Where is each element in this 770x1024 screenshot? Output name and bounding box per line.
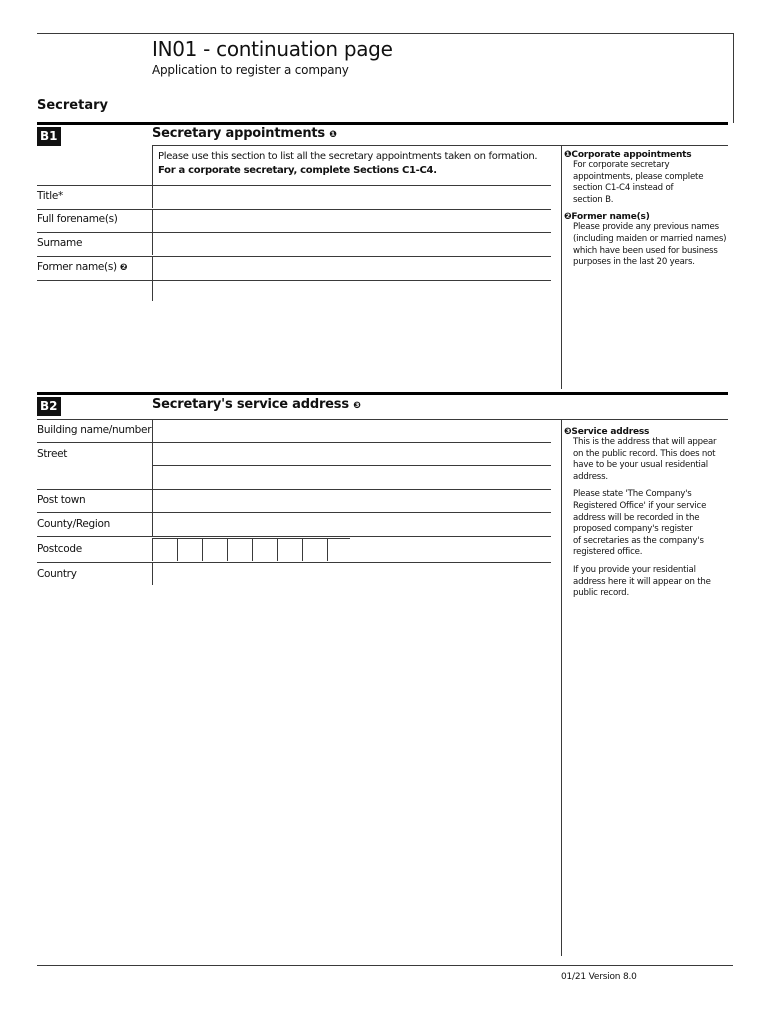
b1-side-divider <box>561 145 562 389</box>
postcode-top-rule <box>152 538 350 539</box>
note-2-line: which have been used for business <box>573 245 718 256</box>
note-3-title: Service address <box>571 427 650 437</box>
b1-section-title <box>152 126 337 141</box>
post-town-input[interactable] <box>152 490 552 512</box>
note-3-line: public record. <box>573 588 629 599</box>
note-1-line: section B. <box>573 194 614 205</box>
street-input-2[interactable] <box>152 466 552 489</box>
note-former-title <box>564 212 732 222</box>
postcode-box-divider <box>227 539 228 561</box>
note-corporate-title <box>564 150 732 160</box>
b1-badge: B1 <box>37 127 61 146</box>
note-1-title: Corporate appointments <box>571 150 692 160</box>
note-2-line: purposes in the last 20 years. <box>573 257 695 268</box>
postcode-label: Postcode <box>37 543 82 555</box>
note-1-line: For corporate secretary <box>573 160 670 170</box>
postcode-box-divider <box>302 539 303 561</box>
note-2-line: Please provide any previous names <box>573 222 719 233</box>
note-3-line: address here it will appear on the <box>573 576 711 587</box>
b1-title-underline <box>152 145 728 146</box>
note-corporate-body <box>564 160 732 206</box>
b2-title-text: Secretary's service address <box>152 397 349 412</box>
note-3-line: proposed company's register <box>573 524 693 535</box>
postcode-box-divider <box>277 539 278 561</box>
note-3-line: of secretaries as the company's <box>573 535 704 546</box>
note-3-line: Registered Office' if your service <box>573 500 707 511</box>
country-top-rule <box>152 562 551 563</box>
form-title: IN01 - continuation page <box>152 37 393 61</box>
postcode-underline <box>37 562 153 563</box>
note-3-line: address will be recorded in the <box>573 512 700 523</box>
b2-section-title <box>152 397 361 412</box>
b2-note-marker: ❸ <box>353 401 361 411</box>
note-3-line: have to be your usual residential <box>573 460 708 471</box>
country-label: Country <box>37 568 77 580</box>
note-service-para2 <box>564 489 732 559</box>
note-1-line: section C1-C4 instead of <box>573 183 674 194</box>
title-input[interactable] <box>152 186 552 208</box>
note-service-para3 <box>564 565 732 600</box>
former-names-marker: ❷ <box>119 263 128 273</box>
note-3-line: This is the address that will appear <box>573 437 717 447</box>
building-input[interactable] <box>152 420 552 442</box>
former-names-input-2[interactable] <box>152 281 552 301</box>
b1-note-marker: ❶ <box>329 130 337 140</box>
post-town-label: Post town <box>37 494 86 506</box>
note-3-line: Please state 'The Company's <box>573 489 692 500</box>
country-input[interactable] <box>152 563 552 585</box>
forenames-label: Full forename(s) <box>37 213 118 225</box>
note-1-marker: ❶ <box>564 150 572 160</box>
footer-rule <box>37 965 733 966</box>
header-right-rule <box>733 33 734 123</box>
note-3-line: If you provide your residential <box>573 564 696 575</box>
surname-label: Surname <box>37 237 83 249</box>
postcode-input[interactable] <box>152 537 352 561</box>
street-label: Street <box>37 448 68 460</box>
postcode-box-divider <box>177 539 178 561</box>
street-input-1[interactable] <box>152 443 552 465</box>
title-label: Title* <box>37 190 63 202</box>
county-label: County/Region <box>37 518 110 530</box>
surname-input[interactable] <box>152 233 552 255</box>
b2-badge: B2 <box>37 397 61 416</box>
forenames-input[interactable] <box>152 210 552 232</box>
note-3-line: registered office. <box>573 547 643 558</box>
note-1-line: appointments, please complete <box>573 171 704 182</box>
former-names-label-text: Former name(s) <box>37 261 117 273</box>
footer-version: 01/21 Version 8.0 <box>561 972 637 982</box>
b2-side-divider <box>561 419 562 956</box>
b1-intro-line2: For a corporate secretary, complete Sections C1-C4. <box>158 165 437 176</box>
note-2-title: Former name(s) <box>571 212 650 223</box>
b1-side-notes <box>564 150 732 269</box>
b1-intro-left-rule <box>152 145 153 185</box>
postcode-box-divider <box>202 539 203 561</box>
b1-intro-text <box>158 150 558 178</box>
b1-top-rule <box>37 122 728 125</box>
county-input[interactable] <box>152 513 552 536</box>
note-2-line: (including maiden or married names) <box>573 233 727 244</box>
former-names-input-1[interactable] <box>152 257 552 280</box>
b1-title-text: Secretary appointments <box>152 126 325 141</box>
b2-top-rule <box>37 392 728 395</box>
note-3-line: address. <box>573 471 608 482</box>
former-names-label <box>37 261 127 273</box>
b2-side-notes <box>564 427 732 600</box>
section-heading-secretary: Secretary <box>37 98 108 113</box>
building-label: Building name/number <box>37 424 152 436</box>
note-former-body <box>564 222 732 268</box>
note-service-para1 <box>564 437 732 483</box>
postcode-box-divider <box>252 539 253 561</box>
form-subtitle: Application to register a company <box>152 63 349 77</box>
postcode-box-divider <box>327 539 328 561</box>
note-2-marker: ❷ <box>564 212 572 223</box>
header-top-rule <box>37 33 733 34</box>
note-3-line: on the public record. This does not <box>573 448 716 459</box>
postcode-box-divider <box>152 539 153 561</box>
note-3-marker: ❸ <box>564 427 572 437</box>
note-service-title <box>564 427 732 437</box>
b1-intro-line1: Please use this section to list all the secretary appointments taken on formation. <box>158 151 538 162</box>
